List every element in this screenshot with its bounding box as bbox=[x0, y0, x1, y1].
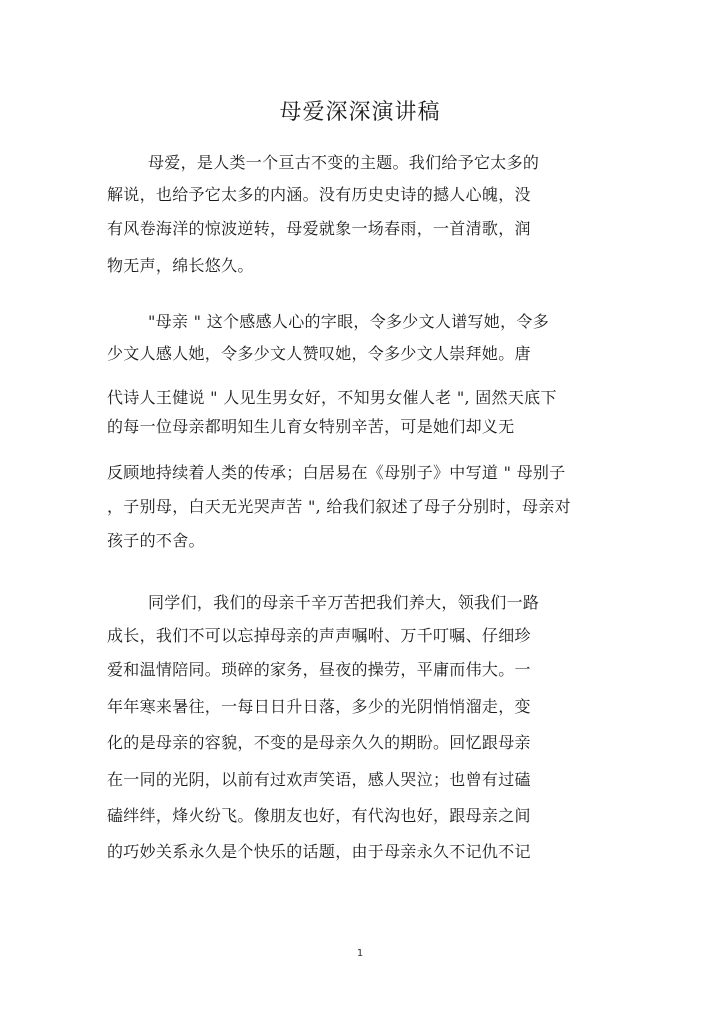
text-line: 成长，我们不可以忘掉母亲的声声嘱咐、万千叮嘱、仔细珍 bbox=[107, 626, 531, 645]
text-line: 有风卷海洋的惊波逆转，母爱就象一场春雨，一首清歌，润 bbox=[107, 219, 531, 238]
text-line: "母亲 " 这个感感人心的字眼，令多少文人谱写她，令多 bbox=[148, 312, 549, 331]
text-line: 母爱，是人类一个亘古不变的主题。我们给予它太多的 bbox=[148, 153, 540, 172]
text-line: 物无声，绵长悠久。 bbox=[107, 256, 254, 275]
text-line: 年年寒来暑往，一每日日升日落，多少的光阴悄悄溜走，变 bbox=[107, 697, 531, 716]
text-line: 的每一位母亲都明知生儿育女特别辛苦，可是她们却义无 bbox=[107, 417, 515, 436]
text-line: 化的是母亲的容貌，不变的是母亲久久的期盼。回忆跟母亲 bbox=[107, 733, 531, 752]
text-line: 爱和温情陪同。琐碎的家务，昼夜的操劳，平庸而伟大。一 bbox=[107, 660, 531, 679]
text-line: 同学们，我们的母亲千辛万苦把我们养大，领我们一路 bbox=[148, 593, 540, 612]
text-line: 代诗人王健说 " 人见生男女好，不知男女催人老 ", 固然天底下 bbox=[107, 388, 557, 407]
text-line: ，子别母，白天无光哭声苦 ", 给我们叙述了母子分别时，母亲对 bbox=[107, 497, 571, 516]
text-line: 磕绊绊，烽火纷飞。像朋友也好，有代沟也好，跟母亲之间 bbox=[107, 806, 531, 825]
text-line: 反顾地持续着人类的传承；白居易在《母别子》中写道 " 母别子 bbox=[107, 463, 566, 482]
page-number: 1 bbox=[356, 948, 364, 959]
text-line: 少文人感人她，令多少文人赞叹她，令多少文人崇拜她。唐 bbox=[107, 344, 531, 363]
text-line: 的巧妙关系永久是个快乐的话题，由于母亲永久不记仇不记 bbox=[107, 842, 531, 861]
text-line: 解说，也给予它太多的内涵。没有历史史诗的撼人心魄，没 bbox=[107, 185, 531, 204]
text-line: 孩子的不舍。 bbox=[107, 531, 205, 550]
text-line: 在一同的光阴，以前有过欢声笑语，感人哭泣；也曾有过磕 bbox=[107, 770, 531, 789]
document-title: 母爱深深演讲稿 bbox=[279, 100, 441, 125]
